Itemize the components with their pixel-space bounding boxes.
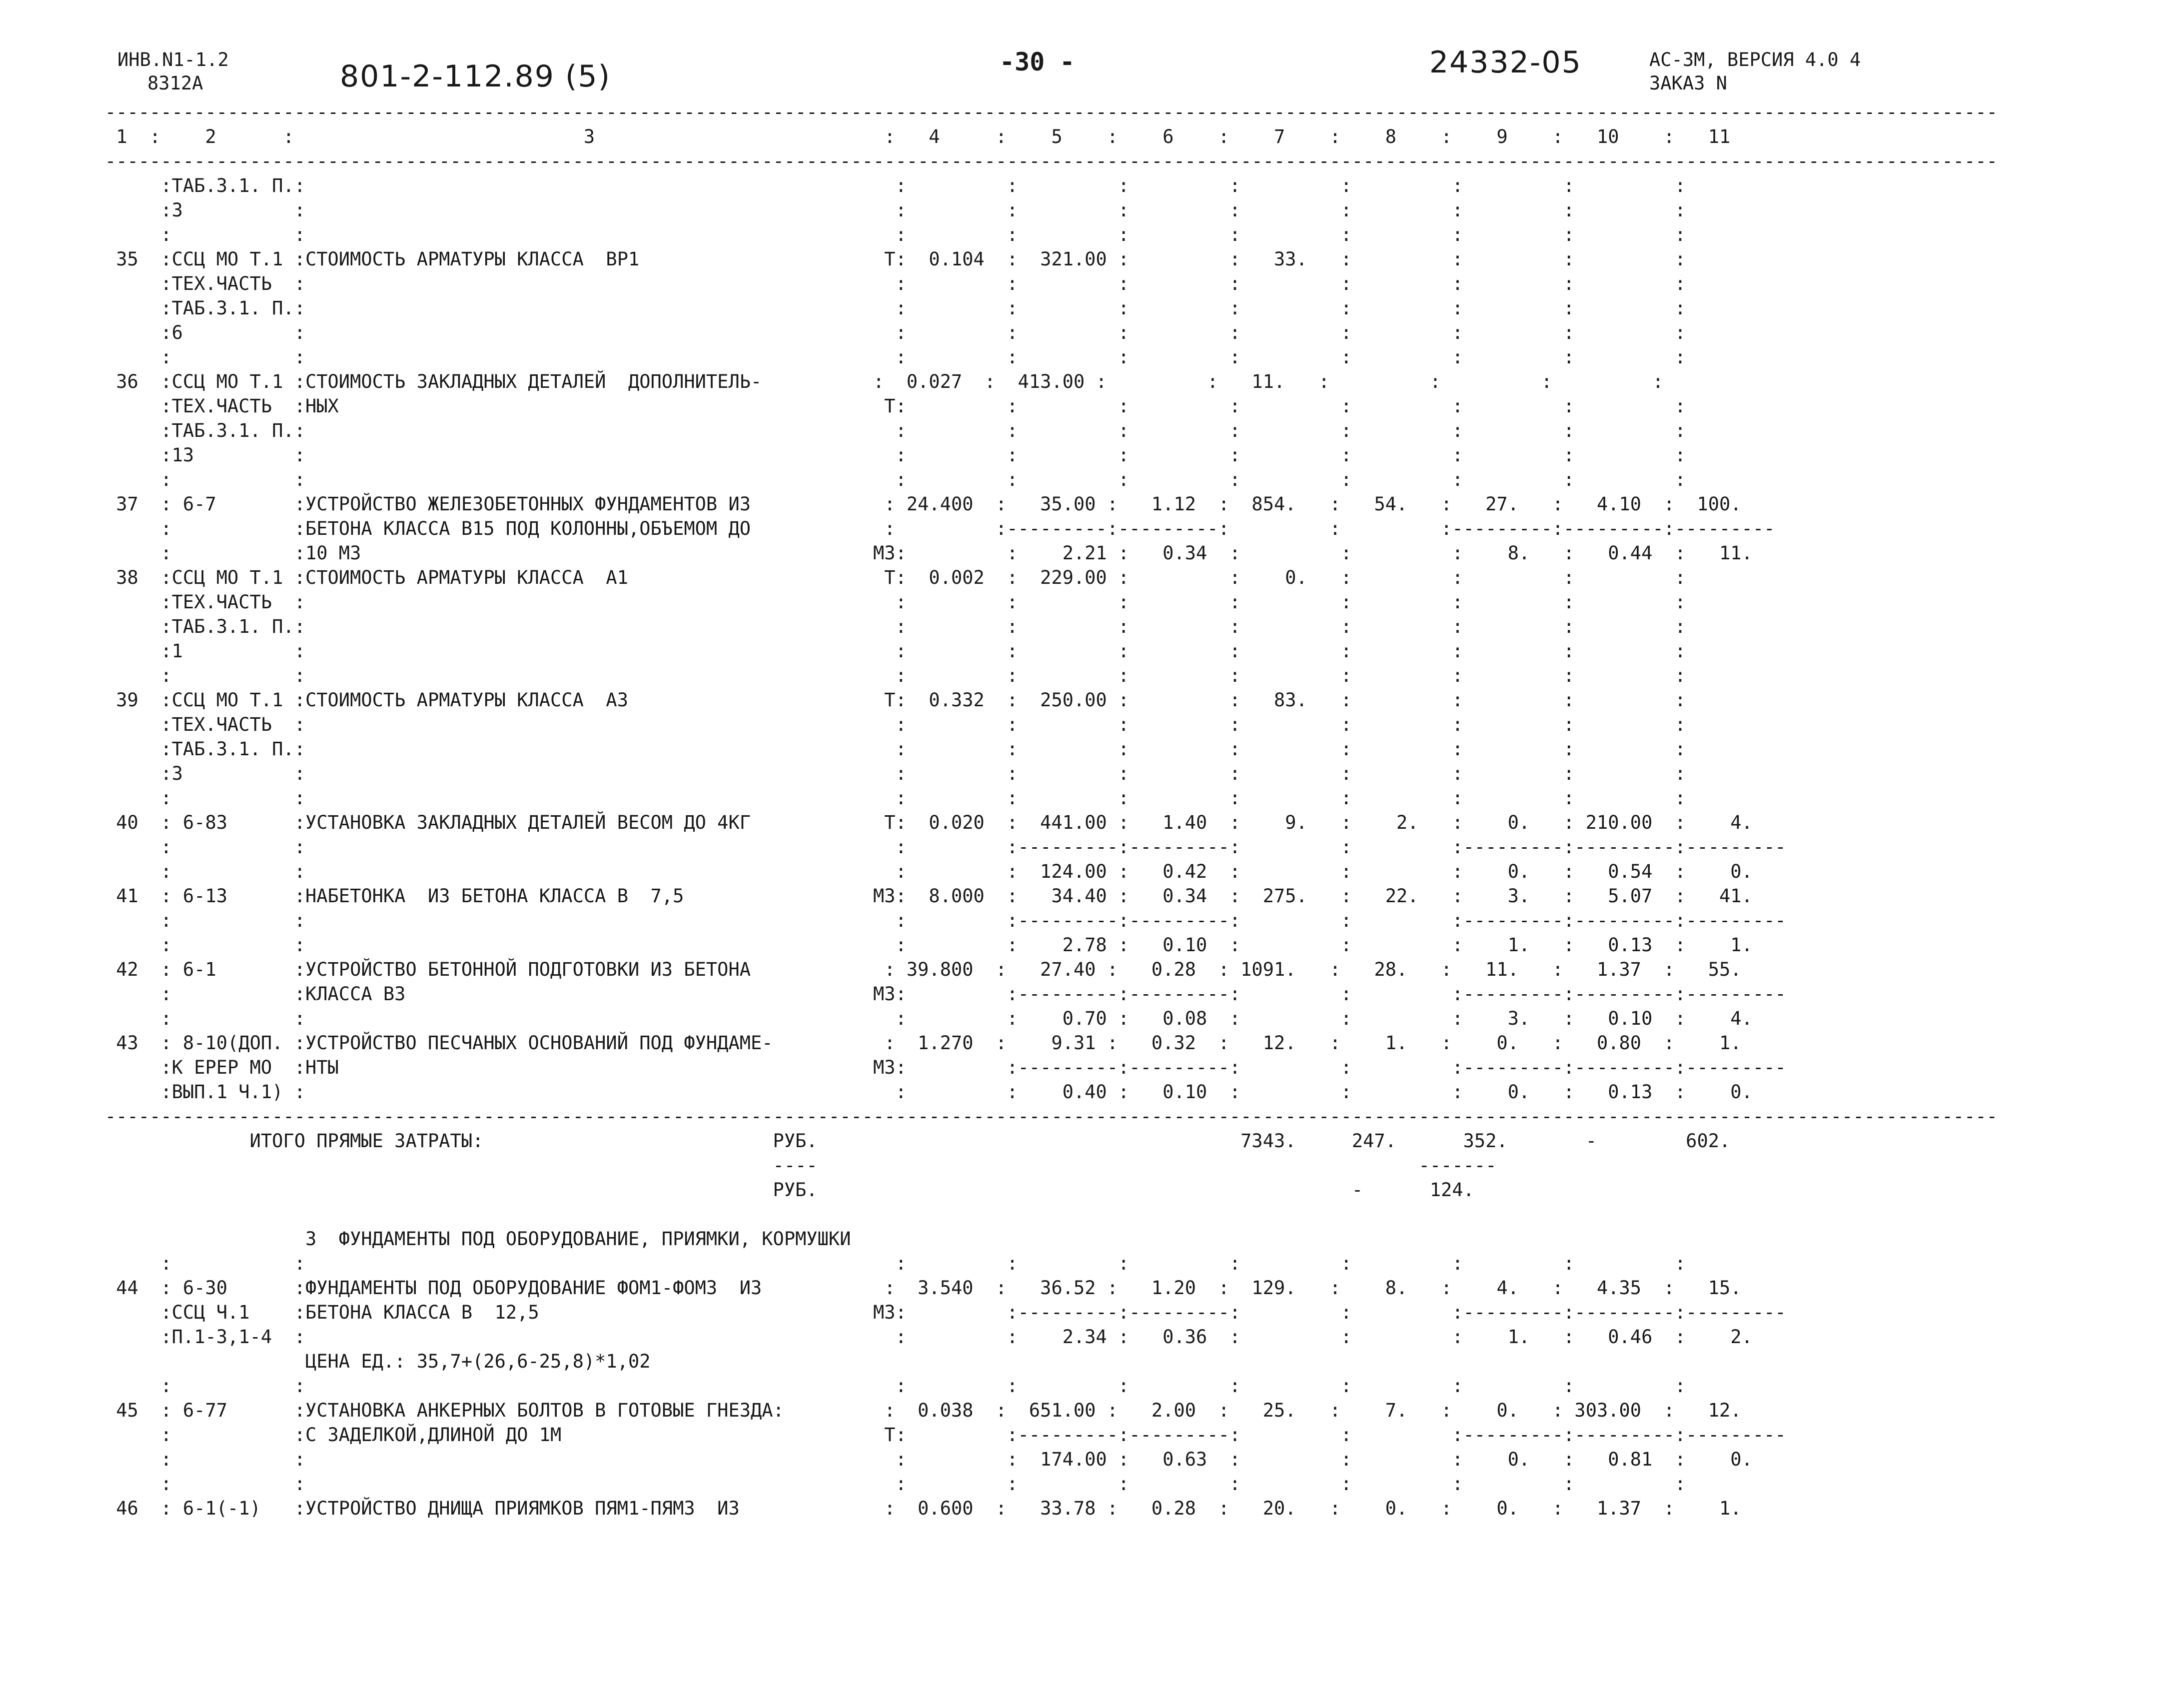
table-line: :3 : : : : : : : : : xyxy=(105,199,1686,221)
table-line: :ТАБ.3.1. П.: : : : : : : : : xyxy=(105,616,1686,637)
table-line xyxy=(105,1202,1998,1227)
document-number: 24332-05 xyxy=(1429,45,1582,80)
table-line: 40 : 6-83 :УСТАНОВКА ЗАКЛАДНЫХ ДЕТАЛЕЙ ВЕСОМ ДО 4КГ Т: 0.020 : 441.00 : 1.40 : 9. : 2. : 0. : 210.00 : 4. xyxy=(105,812,1753,833)
table-line: :1 : : : : : : : : : xyxy=(105,640,1686,662)
table-line: -------------------------------------------------------------------------------------------------------------------------------------------------------------------------- xyxy=(105,101,1998,123)
table-line: 35 :ССЦ МО Т.1 :СТОИМОСТЬ АРМАТУРЫ КЛАССА ВР1 Т: 0.104 : 321.00 : : 33. : : : : xyxy=(105,248,1686,270)
table-line: : : : : : : : : : : xyxy=(105,224,1686,245)
table-line: 36 :ССЦ МО Т.1 :СТОИМОСТЬ ЗАКЛАДНЫХ ДЕТАЛЕЙ ДОПОЛНИТЕЛЬ- : 0.027 : 413.00 : : 11. : : : : xyxy=(105,371,1664,392)
table-line: :ТЕХ.ЧАСТЬ : : : : : : : : : xyxy=(105,591,1686,613)
table-line: 42 : 6-1 :УСТРОЙСТВО БЕТОННОЙ ПОДГОТОВКИ ИЗ БЕТОНА : 39.800 : 27.40 : 0.28 : 1091. : 28. : 11. : 1.37 : 55. xyxy=(105,959,1742,980)
table-line: : :С ЗАДЕЛКОЙ,ДЛИНОЙ ДО 1М Т: :---------:---------: : :---------:---------:--------- xyxy=(105,1424,1786,1446)
table-line: :П.1-3,1-4 : : : 2.34 : 0.36 : : : 1. : 0.46 : 2. xyxy=(105,1326,1753,1348)
table-line: : : : : : : : : : : xyxy=(105,1375,1686,1397)
table-line: 37 : 6-7 :УСТРОЙСТВО ЖЕЛЕЗОБЕТОННЫХ ФУНДАМЕНТОВ ИЗ : 24.400 : 35.00 : 1.12 : 854. : 54. : 27. : 4.10 : 100. xyxy=(105,493,1742,515)
table-line: : : : : 174.00 : 0.63 : : : 0. : 0.81 : 0. xyxy=(105,1449,1753,1470)
table-line: РУБ. - 124. xyxy=(105,1179,1474,1201)
table-line: :ТАБ.3.1. П.: : : : : : : : : xyxy=(105,738,1686,760)
table-line: : : : : : : : : : : xyxy=(105,346,1686,368)
table-line: 43 : 8-10(ДОП. :УСТРОЙСТВО ПЕСЧАНЫХ ОСНОВАНИЙ ПОД ФУНДАМЕ- : 1.270 : 9.31 : 0.32 : 12. : 1. : 0. : 0.80 : 1. xyxy=(105,1032,1742,1054)
table-line: : :БЕТОНА КЛАССА В15 ПОД КОЛОННЫ,ОБЪЕМОМ ДО : :---------:---------: : :---------:---------:--------- xyxy=(105,518,1775,539)
table-line: ИТОГО ПРЯМЫЕ ЗАТРАТЫ: РУБ. 7343. 247. 352. - 602. xyxy=(105,1130,1731,1152)
table-line: :3 : : : : : : : : : xyxy=(105,763,1686,784)
table-line: 1 : 2 : 3 : 4 : 5 : 6 : 7 : 8 : 9 : 10 : 11 xyxy=(105,126,1731,147)
table-line: : :КЛАССА В3 М3: :---------:---------: : :---------:---------:--------- xyxy=(105,983,1786,1005)
table-line: : : : : 0.70 : 0.08 : : : 3. : 0.10 : 4. xyxy=(105,1008,1753,1029)
table-line: :13 : : : : : : : : : xyxy=(105,444,1686,466)
table-line: :ВЫП.1 Ч.1) : : : 0.40 : 0.10 : : : 0. : 0.13 : 0. xyxy=(105,1081,1753,1103)
estimate-table xyxy=(105,100,1998,1521)
table-line: 38 :ССЦ МО Т.1 :СТОИМОСТЬ АРМАТУРЫ КЛАССА А1 Т: 0.002 : 229.00 : : 0. : : : : xyxy=(105,567,1686,588)
page-number: -30 - xyxy=(1000,47,1075,76)
table-line: :ТЕХ.ЧАСТЬ : : : : : : : : : xyxy=(105,714,1686,735)
table-line: : : : :---------:---------: : :---------:---------:--------- xyxy=(105,910,1786,931)
table-line: 41 : 6-13 :НАБЕТОНКА ИЗ БЕТОНА КЛАССА В 7,5 М3: 8.000 : 34.40 : 0.34 : 275. : 22. : 3. : 5.07 : 41. xyxy=(105,885,1753,907)
table-line: :ТЕХ.ЧАСТЬ :НЫХ Т: : : : : : : : xyxy=(105,395,1686,417)
table-line: 39 :ССЦ МО Т.1 :СТОИМОСТЬ АРМАТУРЫ КЛАССА А3 Т: 0.332 : 250.00 : : 83. : : : : xyxy=(105,689,1686,711)
table-line: 44 : 6-30 :ФУНДАМЕНТЫ ПОД ОБОРУДОВАНИЕ ФОМ1-ФОМ3 ИЗ : 3.540 : 36.52 : 1.20 : 129. : 8. : 4. : 4.35 : 15. xyxy=(105,1277,1742,1299)
table-line: -------------------------------------------------------------------------------------------------------------------------------------------------------------------------- xyxy=(105,150,1998,172)
table-line: : : : : : : : : : : xyxy=(105,469,1686,490)
table-line: : : : : 2.78 : 0.10 : : : 1. : 0.13 : 1. xyxy=(105,934,1753,956)
table-line: :ТАБ.3.1. П.: : : : : : : : : xyxy=(105,297,1686,319)
program-version: АС-3М, ВЕРСИЯ 4.0 4 xyxy=(1649,49,1861,70)
table-line: :6 : : : : : : : : : xyxy=(105,322,1686,343)
inventory-number: ИНВ.N1-1.2 xyxy=(117,49,229,70)
table-line: :ТАБ.3.1. П.: : : : : : : : : xyxy=(105,420,1686,441)
table-line: -------------------------------------------------------------------------------------------------------------------------------------------------------------------------- xyxy=(105,1106,1998,1127)
inventory-number-2: 8312А xyxy=(147,72,203,94)
table-line: ЦЕНА ЕД.: 35,7+(26,6-25,8)*1,02 xyxy=(105,1351,651,1372)
table-line: : : : : : : : : : : xyxy=(105,1253,1686,1274)
table-line: 45 : 6-77 :УСТАНОВКА АНКЕРНЫХ БОЛТОВ В ГОТОВЫЕ ГНЕЗДА: : 0.038 : 651.00 : 2.00 : 25. : 7. : 0. : 303.00 : 12. xyxy=(105,1400,1742,1421)
table-line: : : : : : : : : : : xyxy=(105,1473,1686,1495)
table-line: :ТАБ.3.1. П.: : : : : : : : : xyxy=(105,175,1686,196)
order-number: ЗАКАЗ N xyxy=(1649,72,1727,94)
table-line: : :10 М3 М3: : 2.21 : 0.34 : : : 8. : 0.44 : 11. xyxy=(105,542,1753,564)
table-line: :К ЕРЕР МО :НТЫ М3: :---------:---------: : :---------:---------:--------- xyxy=(105,1057,1786,1078)
table-line: 46 : 6-1(-1) :УСТРОЙСТВО ДНИЩА ПРИЯМКОВ ПЯМ1-ПЯМ3 ИЗ : 0.600 : 33.78 : 0.28 : 20. : 0. : 0. : 1.37 : 1. xyxy=(105,1498,1742,1519)
table-line: 3 ФУНДАМЕНТЫ ПОД ОБОРУДОВАНИЕ, ПРИЯМКИ, КОРМУШКИ xyxy=(105,1228,851,1250)
table-line: : : : : : : : : : : xyxy=(105,787,1686,809)
table-line: ---- ------- xyxy=(105,1155,1497,1176)
table-line: :ССЦ Ч.1 :БЕТОНА КЛАССА В 12,5 М3: :---------:---------: : :---------:---------:--------- xyxy=(105,1302,1786,1323)
table-line: : : : :---------:---------: : :---------:---------:--------- xyxy=(105,836,1786,858)
table-line: :ТЕХ.ЧАСТЬ : : : : : : : : : xyxy=(105,273,1686,294)
table-line: : : : : 124.00 : 0.42 : : : 0. : 0.54 : 0. xyxy=(105,861,1753,882)
table-line: : : : : : : : : : : xyxy=(105,665,1686,686)
project-number: 801-2-112.89 (5) xyxy=(340,59,611,94)
